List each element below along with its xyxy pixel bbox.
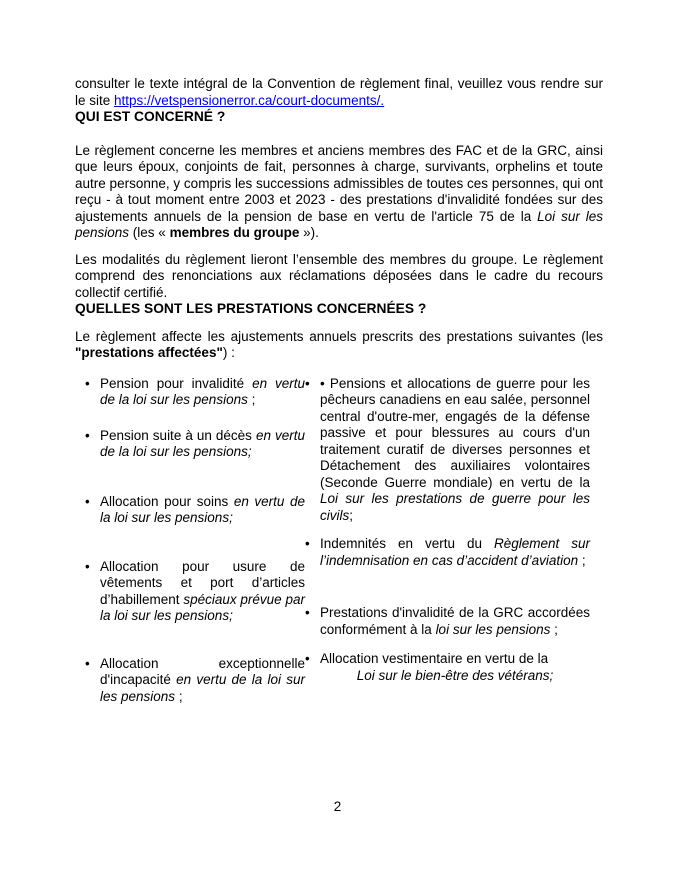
benefit-law-italic: en vertu de la loi sur les pensions; [100, 427, 306, 459]
benefits-intro-text-1: Le règlement affecte les ajustements annuels prescrits des prestations suivantes (les [75, 328, 603, 344]
benefit-lead: Allocation pour usure de vêtements et port d’articles d’habillement [100, 558, 305, 607]
benefit-item-usure-vetements [75, 559, 305, 625]
benefit-law-italic: en vertu de la loi sur les pensions; [100, 493, 306, 525]
benefit-lead: • Pensions et allocations de guerre pour les pêcheurs canadiens en eau salée, personnel central d'outre-mer, engagés de la défense passive et pour blessures au cours d'un traitement curatif de diverses personnes et Détachement des auxiliaires volontaires (Seconde Guerre mondiale) en vertu de la [320, 375, 590, 490]
benefit-item-pension-invalidite [75, 376, 305, 409]
benefit-lead: Allocation pour soins [100, 493, 234, 509]
heading-qui-est-concerne: QUI EST CONCERNÉ ? [75, 109, 226, 124]
benefit-law-italic: loi sur les pensions [435, 621, 551, 637]
page-number: 2 [333, 799, 342, 814]
benefit-item-prestations-grc [305, 605, 590, 638]
heading-prestations-concernees: QUELLES SONT LES PRESTATIONS CONCERNÉES ? [75, 301, 427, 316]
benefit-law-italic: spéciaux prévue par la loi sur les pensions; [100, 591, 305, 623]
benefits-list-left [75, 376, 305, 706]
benefit-lead: Prestations d'invalidité de la GRC accordées conformément à la [320, 605, 590, 637]
benefit-law-italic: Loi sur le bien-être des vétérans; [356, 667, 554, 683]
benefit-lead: Allocation exceptionnelle d'incapacité [100, 655, 305, 687]
benefit-item-pension-deces [75, 428, 305, 461]
intro-paragraph [75, 76, 603, 109]
benefit-law-italic: en vertu de la loi sur les pensions [100, 375, 305, 407]
benefits-affected-bold: "prestations affectées" [75, 345, 223, 360]
benefit-lead: Pension suite à un décès [100, 427, 256, 443]
who-group-members-bold: membres du groupe [169, 225, 300, 240]
who-paragraph-main [75, 143, 603, 242]
benefit-law-italic: Loi sur les prestations de guerre pour les civils [320, 491, 590, 523]
benefit-item-pensions-guerre [305, 376, 590, 525]
who-law-title-italic: Loi sur les pensions [75, 208, 603, 240]
court-documents-link[interactable]: https://vetspensionerror.ca/court-documents/. [114, 92, 385, 108]
benefit-lead: Allocation vestimentaire en vertu de la [320, 651, 549, 666]
benefit-item-allocation-vestimentaire [305, 651, 590, 684]
benefit-tail: ; [578, 552, 586, 568]
benefits-list-right [305, 376, 590, 706]
who-text-1: Le règlement concerne les membres et anciens membres des FAC et de la GRC, ainsi que leurs époux, conjoints de fait, personnes à charge, survivants, orphelins et toute autre personne, y compris les successions admissibles de toutes ces personnes, qui ont reçu - à tout moment entre 2003 et 2023 - des prestations d'invalidité fondées sur des ajustements annuels de la pension de base en vertu de l'article 75 de la [75, 142, 603, 224]
benefit-item-indemnites-aviation [305, 536, 590, 569]
benefits-intro-text-2: ) : [222, 345, 235, 360]
benefit-tail: ; [349, 507, 354, 523]
document-page-body [75, 76, 603, 705]
benefits-intro-paragraph [75, 329, 603, 362]
benefit-item-allocation-incapacite [75, 656, 305, 706]
who-text-3: »). [299, 225, 319, 240]
benefit-item-allocation-soins [75, 494, 305, 527]
benefits-columns [75, 376, 603, 706]
benefit-tail: ; [247, 392, 256, 407]
benefit-law-italic: Règlement sur l’indemnisation en cas d’accident d’aviation [320, 536, 590, 568]
benefit-law-italic: en vertu de la loi sur les pensions [100, 672, 305, 704]
who-paragraph-terms: Les modalités du règlement lieront l’ensemble des membres du groupe. Le règlement comprend des renonciations aux réclamations déposées dans le cadre du recours collectif certifié. [75, 251, 603, 300]
benefit-lead: Pension pour invalidité [100, 375, 253, 391]
benefit-tail: ; [550, 621, 558, 637]
benefit-tail: ; [175, 688, 183, 704]
who-text-2: (les « [129, 225, 170, 240]
benefit-lead: Indemnités en vertu du [320, 536, 494, 551]
intro-text: consulter le texte intégral de la Convention de règlement final, veuillez vous rendre sur le site [75, 76, 603, 108]
